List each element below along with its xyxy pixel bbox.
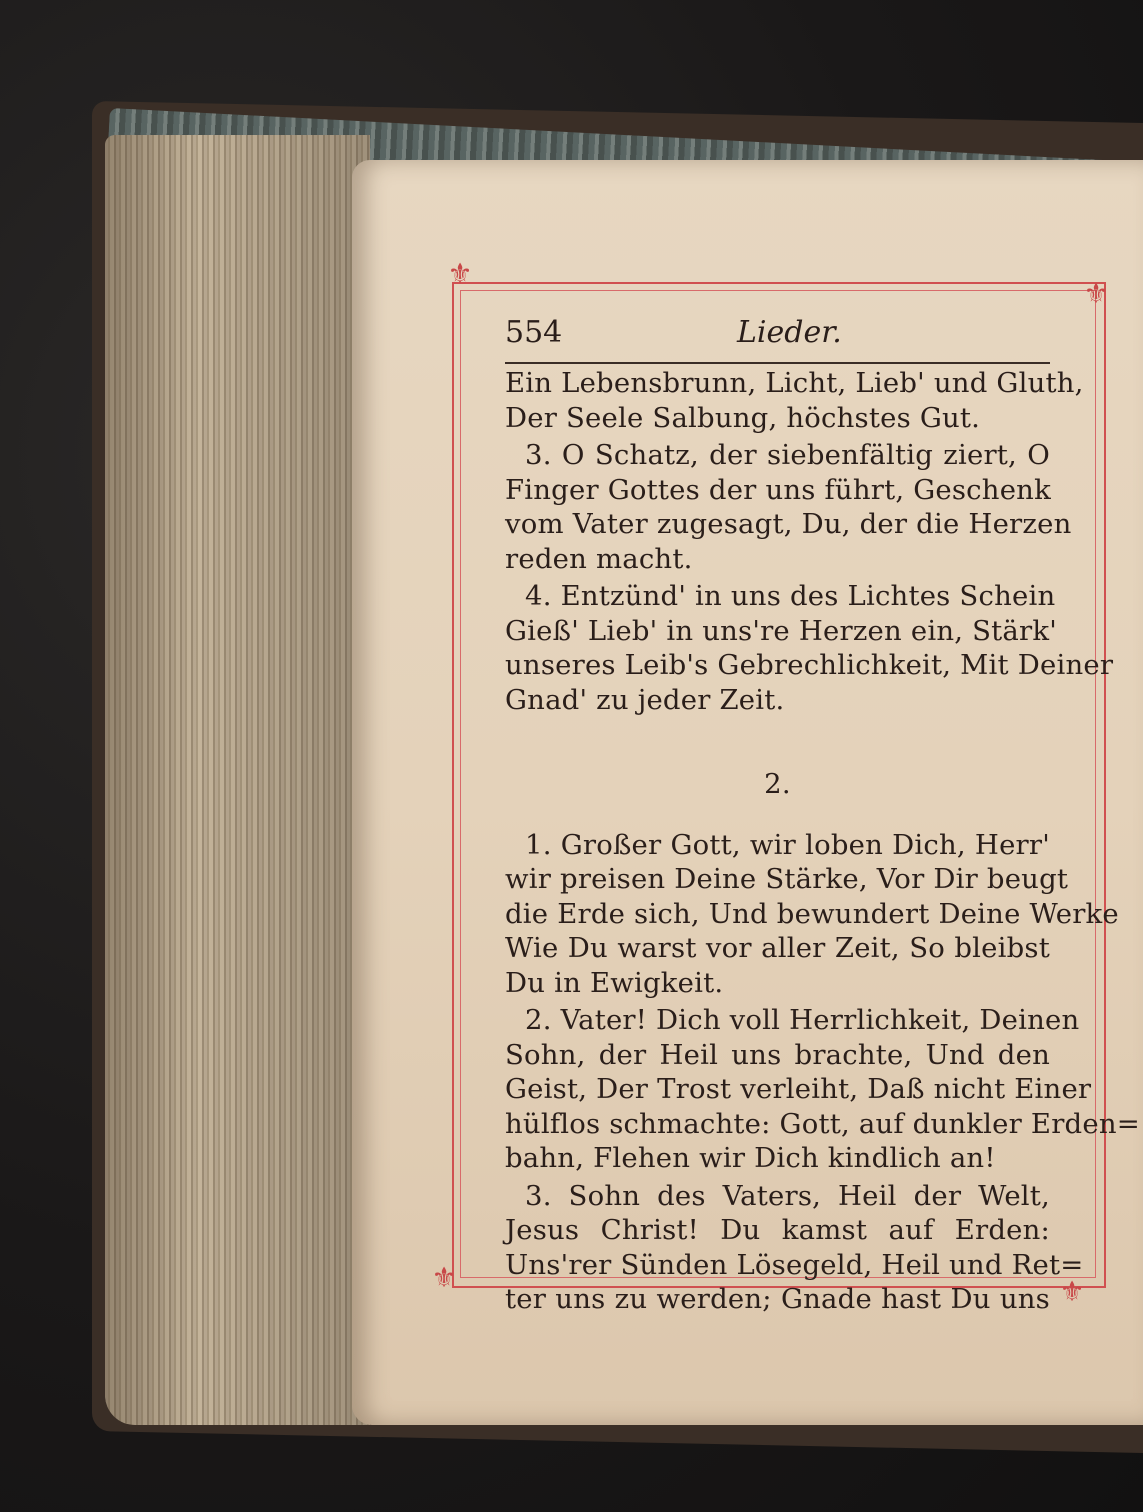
text-line: hülflos schmachte: Gott, auf dunkler Erden= [505,1107,1140,1140]
page-number: 554 [505,315,563,350]
text-line: Der Seele Salbung, höchstes Gut. [505,401,981,434]
fleur-de-lis-icon: ⚜ [431,1261,457,1294]
text-line: wir preisen Deine Stärke, Vor Dir beugt [505,863,1069,895]
stanza [505,862,1119,1000]
text-line: 4. Entzünd' in uns des Lichtes Schein [525,580,1056,612]
text-line: Finger Gottes der uns führt, Geschenk [505,473,1051,506]
text-line: 2. Vater! Dich voll Herrlichkeit, Deinen [525,1004,1080,1036]
text-line: Geist, Der Trost verleiht, Daß nicht Einer [505,1073,1092,1105]
page-header [505,315,1050,359]
page-block-shade [105,135,370,1425]
text-line: vom Vater zugesagt, Du, der die Herzen [505,508,1072,540]
text-line: Uns'rer Sünden Lösegeld, Heil und Ret= [505,1248,1084,1281]
text-line: 3. Sohn des Vaters, Heil der Welt, [525,1179,1050,1212]
stanza [505,828,1050,863]
stanza [505,614,1114,718]
text-line: die Erde sich, Und bewundert Deine Werke [505,897,1119,930]
text-line: 1. Großer Gott, wir loben Dich, Herr' [525,828,1050,861]
text-line: Sohn, der Heil uns brachte, Und den [505,1038,1050,1071]
running-head: Lieder. [737,315,842,350]
stanza [505,366,1084,435]
text-line: Gnad' zu jeder Zeit. [505,683,785,716]
fleur-de-lis-icon: ⚜ [447,257,473,290]
stanza [505,1213,1084,1317]
text-line: Ein Lebensbrunn, Licht, Lieb' und Gluth, [505,367,1084,399]
text-line: bahn, Flehen wir Dich kindlich an! [505,1142,996,1174]
header-rule [505,362,1050,364]
text-line: Gieß' Lieb' in uns're Herzen ein, Stärk' [505,614,1057,647]
hymn-number: 2. [764,768,791,800]
text-line: ter uns zu werden; Gnade hast Du uns [505,1283,1050,1315]
text-line: Wie Du warst vor aller Zeit, So bleibst [505,932,1050,964]
stanza [505,1179,1050,1214]
stanza [505,579,1056,614]
fleur-de-lis-icon: ⚜ [1059,1275,1085,1308]
text-line: Jesus Christ! Du kamst auf Erden: [505,1214,1050,1246]
fleur-de-lis-icon: ⚜ [1083,277,1109,310]
text-line: Du in Ewigkeit. [505,966,724,999]
stanza [505,473,1072,577]
text-line: unseres Leib's Gebrechlichkeit, Mit Deiner [505,649,1114,681]
stanza [505,1003,1080,1038]
text-line: reden macht. [505,542,693,575]
page-text [505,366,1140,1320]
stanza [505,438,1050,473]
text-line: 3. O Schatz, der siebenfältig ziert, O [525,439,1050,471]
stanza [505,1038,1140,1176]
